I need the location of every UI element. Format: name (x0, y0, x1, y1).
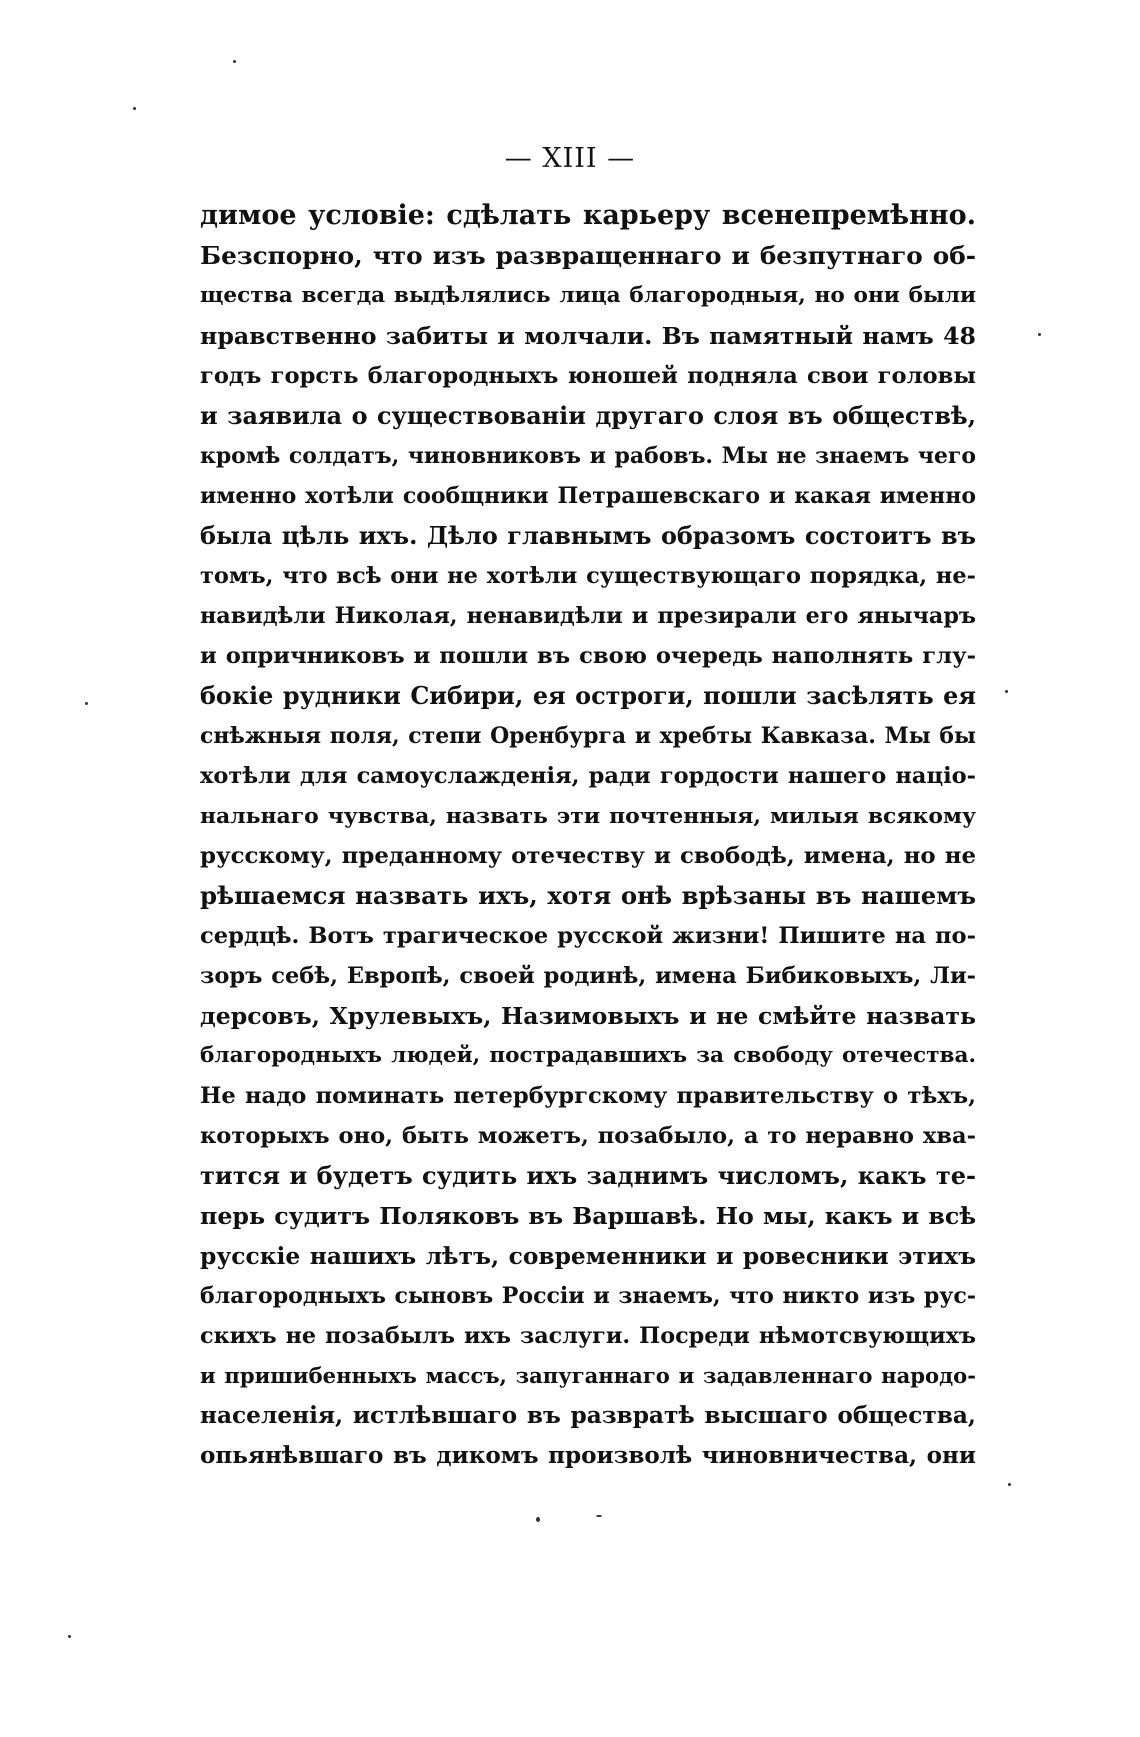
text-line: благородныхъ людей, пострадавшихъ за свободу отечества. (200, 1043, 976, 1068)
text-line: хотѣли для самоуслажденія, ради гордости нашего націо- (200, 763, 976, 789)
text-line: снѣжныя поля, степи Оренбурга и хребты Кавказа. Мы бы (200, 723, 976, 749)
scan-speck (68, 1635, 71, 1638)
scan-speck (1008, 1483, 1011, 1486)
text-line: перь судитъ Поляковъ въ Варшавѣ. Но мы, какъ и всѣ (200, 1202, 976, 1230)
text-line: рѣшаемся назвать ихъ, хотя онѣ врѣзаны въ нашемъ (200, 881, 976, 910)
body-text (200, 196, 976, 1476)
text-line: нравственно забиты и молчали. Въ памятный намъ 48 (200, 322, 976, 350)
text-line: щества всегда выдѣлялись лица благородныя, но они были (200, 283, 976, 308)
text-line: тится и будетъ судить ихъ заднимъ числомъ, какъ те- (200, 1161, 976, 1190)
text-line: скихъ не позабылъ ихъ заслуги. Посреди нѣмотсвующихъ (200, 1323, 976, 1349)
text-line: зоръ себѣ, Европѣ, своей родинѣ, имена Бибиковыхъ, Ли- (200, 963, 976, 989)
text-line: бокіе рудники Сибири, ея остроги, пошли засѣлять ея (200, 682, 976, 710)
text-line: русскому, преданному отечеству и свободѣ, имена, но не (200, 843, 976, 869)
text-line: русскіе нашихъ лѣтъ, современники и ровесники этихъ (200, 1242, 976, 1270)
scan-speck (1005, 690, 1008, 693)
text-line: была цѣль ихъ. Дѣло главнымъ образомъ состоитъ въ (200, 522, 976, 550)
scan-speck (1038, 333, 1041, 336)
text-line: кромѣ солдатъ, чиновниковъ и рабовъ. Мы не знаемъ чего (200, 443, 976, 469)
text-line: дерсовъ, Хрулевыхъ, Назимовыхъ и не смѣйте назвать (200, 1002, 976, 1030)
scan-speck (233, 60, 236, 63)
text-line: и пришибенныхъ массъ, запуганнаго и задавленнаго народо- (200, 1363, 976, 1388)
text-line: благородныхъ сыновъ Россіи и знаемъ, что никто изъ рус- (200, 1283, 976, 1309)
text-line: димое условіе: сдѣлать карьеру всенепремѣнно. (200, 200, 976, 231)
text-line: опьянѣвшаго въ дикомъ произволѣ чиновничества, они (200, 1442, 976, 1469)
scan-speck (596, 1515, 602, 1517)
text-line: нальнаго чувства, назвать эти почтенныя, милыя всякому (200, 803, 976, 829)
text-line: Безспорно, что изъ развращеннаго и безпутнаго об- (200, 241, 976, 270)
text-line: навидѣли Николая, ненавидѣли и презирали его янычаръ (200, 603, 976, 629)
text-line: годъ горсть благородныхъ юношей подняла свои головы (200, 363, 976, 389)
text-line: населенія, истлѣвшаго въ развратѣ высшаго общества, (200, 1402, 976, 1429)
scan-speck (536, 1517, 540, 1522)
text-line: сердцѣ. Вотъ трагическое русской жизни! Пишите на по- (200, 923, 976, 949)
scan-speck (133, 107, 136, 110)
text-line: которыхъ оно, быть можетъ, позабыло, а то неравно хва- (200, 1123, 976, 1149)
text-line: Не надо поминать петербургскому правительству о тѣхъ, (200, 1083, 976, 1109)
text-line: и опричниковъ и пошли въ свою очередь наполнять глу- (200, 643, 976, 669)
text-line: именно хотѣли сообщники Петрашевскаго и какая именно (200, 483, 976, 509)
text-line: томъ, что всѣ они не хотѣли существующаго порядка, не- (200, 563, 976, 589)
text-line: и заявила о существованіи другаго слоя въ обществѣ, (200, 402, 976, 430)
page-number: — XIII — (504, 143, 636, 174)
scan-speck (85, 702, 88, 705)
